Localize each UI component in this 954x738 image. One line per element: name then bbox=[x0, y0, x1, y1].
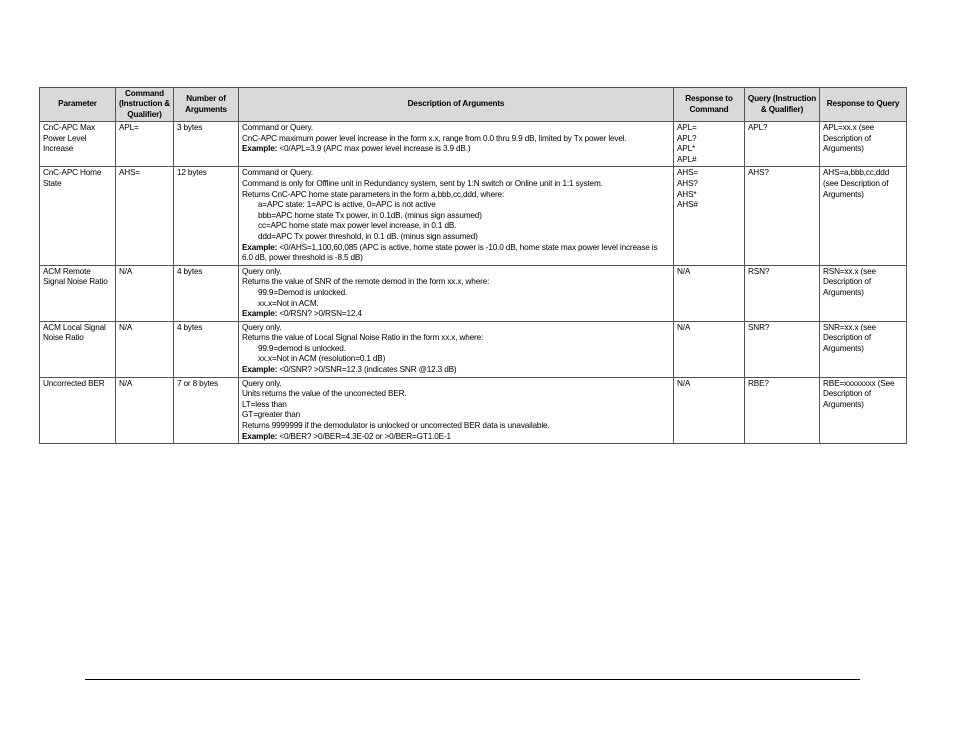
desc-example bbox=[242, 432, 670, 443]
desc-line: Returns the value of Local Signal Noise Ratio in the form xx.x, where: bbox=[242, 333, 484, 343]
example-label: Example: bbox=[242, 431, 278, 441]
table-row bbox=[40, 265, 907, 321]
cell-response-query: APL=xx.x (see Description of Arguments) bbox=[820, 122, 907, 167]
header-command: Command (Instruction & Qualifier) bbox=[116, 88, 174, 122]
table-row bbox=[40, 321, 907, 377]
desc-example bbox=[242, 309, 670, 320]
example-label: Example: bbox=[242, 144, 278, 154]
example-text: <0/APL=3.9 (APC max power level increase is 3.9 dB.) bbox=[277, 144, 471, 154]
desc-line: Returns the value of SNR of the remote demod in the form xx.x, where: bbox=[242, 277, 490, 287]
header-number-of-arguments: Number of Arguments bbox=[174, 88, 239, 122]
cell-description bbox=[239, 265, 674, 321]
header-query: Query (Instruction & Qualifier) bbox=[745, 88, 820, 122]
footer-rule bbox=[85, 679, 860, 680]
cell-parameter: ACM Remote Signal Noise Ratio bbox=[40, 265, 116, 321]
cell-description bbox=[239, 377, 674, 444]
response-line: APL# bbox=[677, 154, 697, 164]
header-parameter: Parameter bbox=[40, 88, 116, 122]
cell-query: RSN? bbox=[745, 265, 820, 321]
desc-indent-line: 99.9=demod is unlocked. bbox=[258, 343, 346, 353]
cell-response bbox=[674, 122, 745, 167]
desc-example bbox=[242, 144, 670, 155]
header-response-to-command: Response to Command bbox=[674, 88, 745, 122]
desc-indent-line: 99.9=Demod is unlocked. bbox=[258, 287, 348, 297]
table-header-row bbox=[40, 88, 907, 122]
desc-line: Command is only for Offline unit in Redundancy system, sent by 1:N switch or Online unit in 1:1 system. bbox=[242, 178, 603, 188]
desc-line: Query only. bbox=[242, 322, 282, 332]
desc-line: Units returns the value of the uncorrected BER. bbox=[242, 389, 407, 399]
desc-indent-line: bbb=APC home state Tx power, in 0.1dB. (minus sign assumed) bbox=[258, 210, 482, 220]
response-line: AHS? bbox=[677, 178, 698, 188]
desc-line: GT=greater than bbox=[242, 410, 301, 420]
response-line: N/A bbox=[677, 266, 691, 276]
response-line: AHS= bbox=[677, 168, 699, 178]
response-line: APL* bbox=[677, 144, 696, 154]
cell-response bbox=[674, 265, 745, 321]
example-text: <0/SNR? >0/SNR=12.3 (indicates SNR @12.3 dB) bbox=[277, 365, 457, 375]
desc-indent-line: xx.x=Not in ACM (resolution=0.1 dB) bbox=[258, 354, 386, 364]
cell-response bbox=[674, 167, 745, 265]
cell-command: N/A bbox=[116, 265, 174, 321]
desc-line: Returns CnC-APC home state parameters in the form a,bbb,cc,ddd, where: bbox=[242, 189, 505, 199]
cell-args: 7 or 8 bytes bbox=[174, 377, 239, 444]
command-table bbox=[39, 87, 907, 444]
cell-description bbox=[239, 321, 674, 377]
cell-description bbox=[239, 167, 674, 265]
desc-line: LT=less than bbox=[242, 399, 287, 409]
cell-response-query: SNR=xx.x (see Description of Arguments) bbox=[820, 321, 907, 377]
desc-line: Command or Query. bbox=[242, 168, 314, 178]
response-line: AHS# bbox=[677, 200, 698, 210]
desc-example bbox=[242, 243, 670, 264]
desc-line: Query only. bbox=[242, 266, 282, 276]
cell-response bbox=[674, 377, 745, 444]
table-row bbox=[40, 167, 907, 265]
cell-description bbox=[239, 122, 674, 167]
example-text: <0/BER? >0/BER=4.3E-02 or >0/BER=GT1.0E-1 bbox=[277, 431, 451, 441]
cell-command: AHS= bbox=[116, 167, 174, 265]
desc-indent-line: xx.x=Not in ACM. bbox=[258, 298, 319, 308]
desc-line: Returns 9999999 if the demodulator is unlocked or uncorrected BER data is unavailable. bbox=[242, 421, 550, 431]
desc-line: Command or Query. bbox=[242, 123, 314, 132]
desc-line: CnC-APC maximum power level increase in the form x.x, range from 0.0 thru 9.9 dB, limited by Tx power level. bbox=[242, 133, 627, 143]
header-description: Description of Arguments bbox=[239, 88, 674, 122]
response-line: N/A bbox=[677, 322, 691, 332]
cell-command: APL= bbox=[116, 122, 174, 167]
desc-line: Query only. bbox=[242, 378, 282, 388]
table-row bbox=[40, 377, 907, 444]
cell-query: AHS? bbox=[745, 167, 820, 265]
cell-command: N/A bbox=[116, 377, 174, 444]
response-line: APL= bbox=[677, 123, 697, 132]
cell-args: 4 bytes bbox=[174, 265, 239, 321]
cell-parameter: CnC-APC Home State bbox=[40, 167, 116, 265]
desc-indent-line: ddd=APC Tx power threshold, in 0.1 dB. (minus sign assumed) bbox=[258, 231, 478, 241]
example-label: Example: bbox=[242, 365, 278, 375]
cell-args: 4 bytes bbox=[174, 321, 239, 377]
cell-response-query: RSN=xx.x (see Description of Arguments) bbox=[820, 265, 907, 321]
cell-args: 12 bytes bbox=[174, 167, 239, 265]
desc-example bbox=[242, 365, 670, 376]
cell-parameter: CnC-APC Max Power Level Increase bbox=[40, 122, 116, 167]
cell-parameter: ACM Local Signal Noise Ratio bbox=[40, 321, 116, 377]
example-text: <0/RSN? >0/RSN=12.4 bbox=[277, 309, 362, 319]
cell-parameter: Uncorrected BER bbox=[40, 377, 116, 444]
header-response-to-query: Response to Query bbox=[820, 88, 907, 122]
desc-indent-line: a=APC state: 1=APC is active, 0=APC is not active bbox=[258, 200, 436, 210]
cell-command: N/A bbox=[116, 321, 174, 377]
cell-response-query: RBE=xxxxxxxx (See Description of Arguments) bbox=[820, 377, 907, 444]
response-line: APL? bbox=[677, 133, 697, 143]
desc-indent-line: cc=APC home state max power level increase, in 0.1 dB. bbox=[258, 221, 457, 231]
example-label: Example: bbox=[242, 309, 278, 319]
cell-response bbox=[674, 321, 745, 377]
cell-args: 3 bytes bbox=[174, 122, 239, 167]
cell-query: APL? bbox=[745, 122, 820, 167]
response-line: N/A bbox=[677, 378, 691, 388]
table-row bbox=[40, 122, 907, 167]
response-line: AHS* bbox=[677, 189, 697, 199]
example-label: Example: bbox=[242, 242, 278, 252]
example-text: <0/AHS=1,100,60,085 (APC is active, home state power is -10.0 dB, home state max power level increase is 6.0 dB, power threshold is -8.5 dB) bbox=[242, 242, 658, 263]
cell-query: RBE? bbox=[745, 377, 820, 444]
cell-response-query: AHS=a,bbb,cc,ddd (see Description of Arguments) bbox=[820, 167, 907, 265]
cell-query: SNR? bbox=[745, 321, 820, 377]
